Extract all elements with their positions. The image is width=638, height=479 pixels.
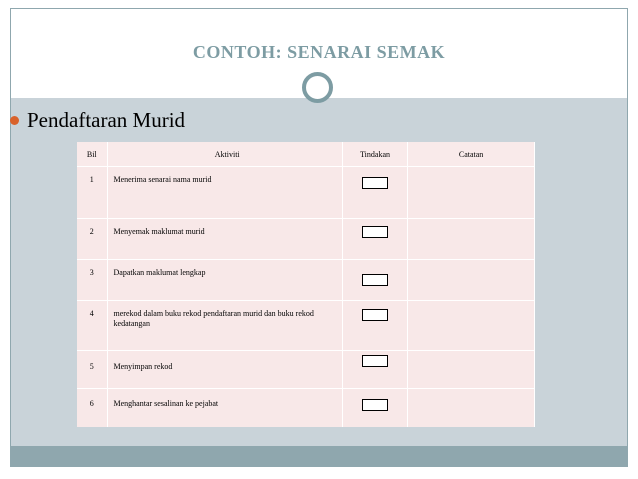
row-aktiviti: Menyimpan rekod	[113, 362, 173, 371]
row-catatan	[408, 219, 535, 260]
header-catatan: Catatan	[408, 142, 535, 167]
row-aktiviti: Menerima senarai nama murid	[113, 175, 212, 184]
table-row	[77, 260, 535, 301]
bullet-item	[10, 108, 185, 133]
header-aktiviti: Aktiviti	[107, 142, 342, 167]
title-circle-ornament	[302, 72, 333, 103]
footer-band	[11, 446, 627, 466]
row-catatan	[408, 167, 535, 219]
row-bil: 2	[77, 219, 107, 260]
header-bil: Bil	[77, 142, 107, 167]
tindakan-checkbox[interactable]	[362, 399, 388, 411]
checklist-table	[77, 142, 535, 427]
row-bil: 6	[77, 389, 107, 428]
row-aktiviti: Menyemak maklumat murid	[113, 227, 205, 236]
row-bil: 5	[77, 351, 107, 389]
row-bil: 4	[77, 301, 107, 351]
table-row	[77, 351, 535, 389]
bullet-dot-icon	[10, 116, 19, 125]
tindakan-checkbox[interactable]	[362, 226, 388, 238]
header-tindakan: Tindakan	[342, 142, 407, 167]
slide-title: CONTOH: SENARAI SEMAK	[192, 42, 446, 62]
row-aktiviti: Dapatkan maklumat lengkap	[113, 268, 206, 277]
row-catatan	[408, 260, 535, 301]
row-catatan	[408, 389, 535, 428]
table-row	[77, 301, 535, 351]
table-header-row	[77, 142, 535, 167]
row-catatan	[408, 301, 535, 351]
row-bil: 1	[77, 167, 107, 219]
row-bil: 3	[77, 260, 107, 301]
bullet-text: Pendaftaran Murid	[27, 108, 186, 132]
table-row	[77, 167, 535, 219]
table-row	[77, 219, 535, 260]
tindakan-checkbox[interactable]	[362, 274, 388, 286]
table-row	[77, 389, 535, 428]
tindakan-checkbox[interactable]	[362, 177, 388, 189]
row-aktiviti: merekod dalam buku rekod pendaftaran murid dan buku rekod kedatangan	[113, 309, 314, 328]
row-aktiviti: Menghantar sesalinan ke pejabat	[113, 399, 219, 408]
tindakan-checkbox[interactable]	[362, 309, 388, 321]
tindakan-checkbox[interactable]	[362, 355, 388, 367]
row-catatan	[408, 351, 535, 389]
